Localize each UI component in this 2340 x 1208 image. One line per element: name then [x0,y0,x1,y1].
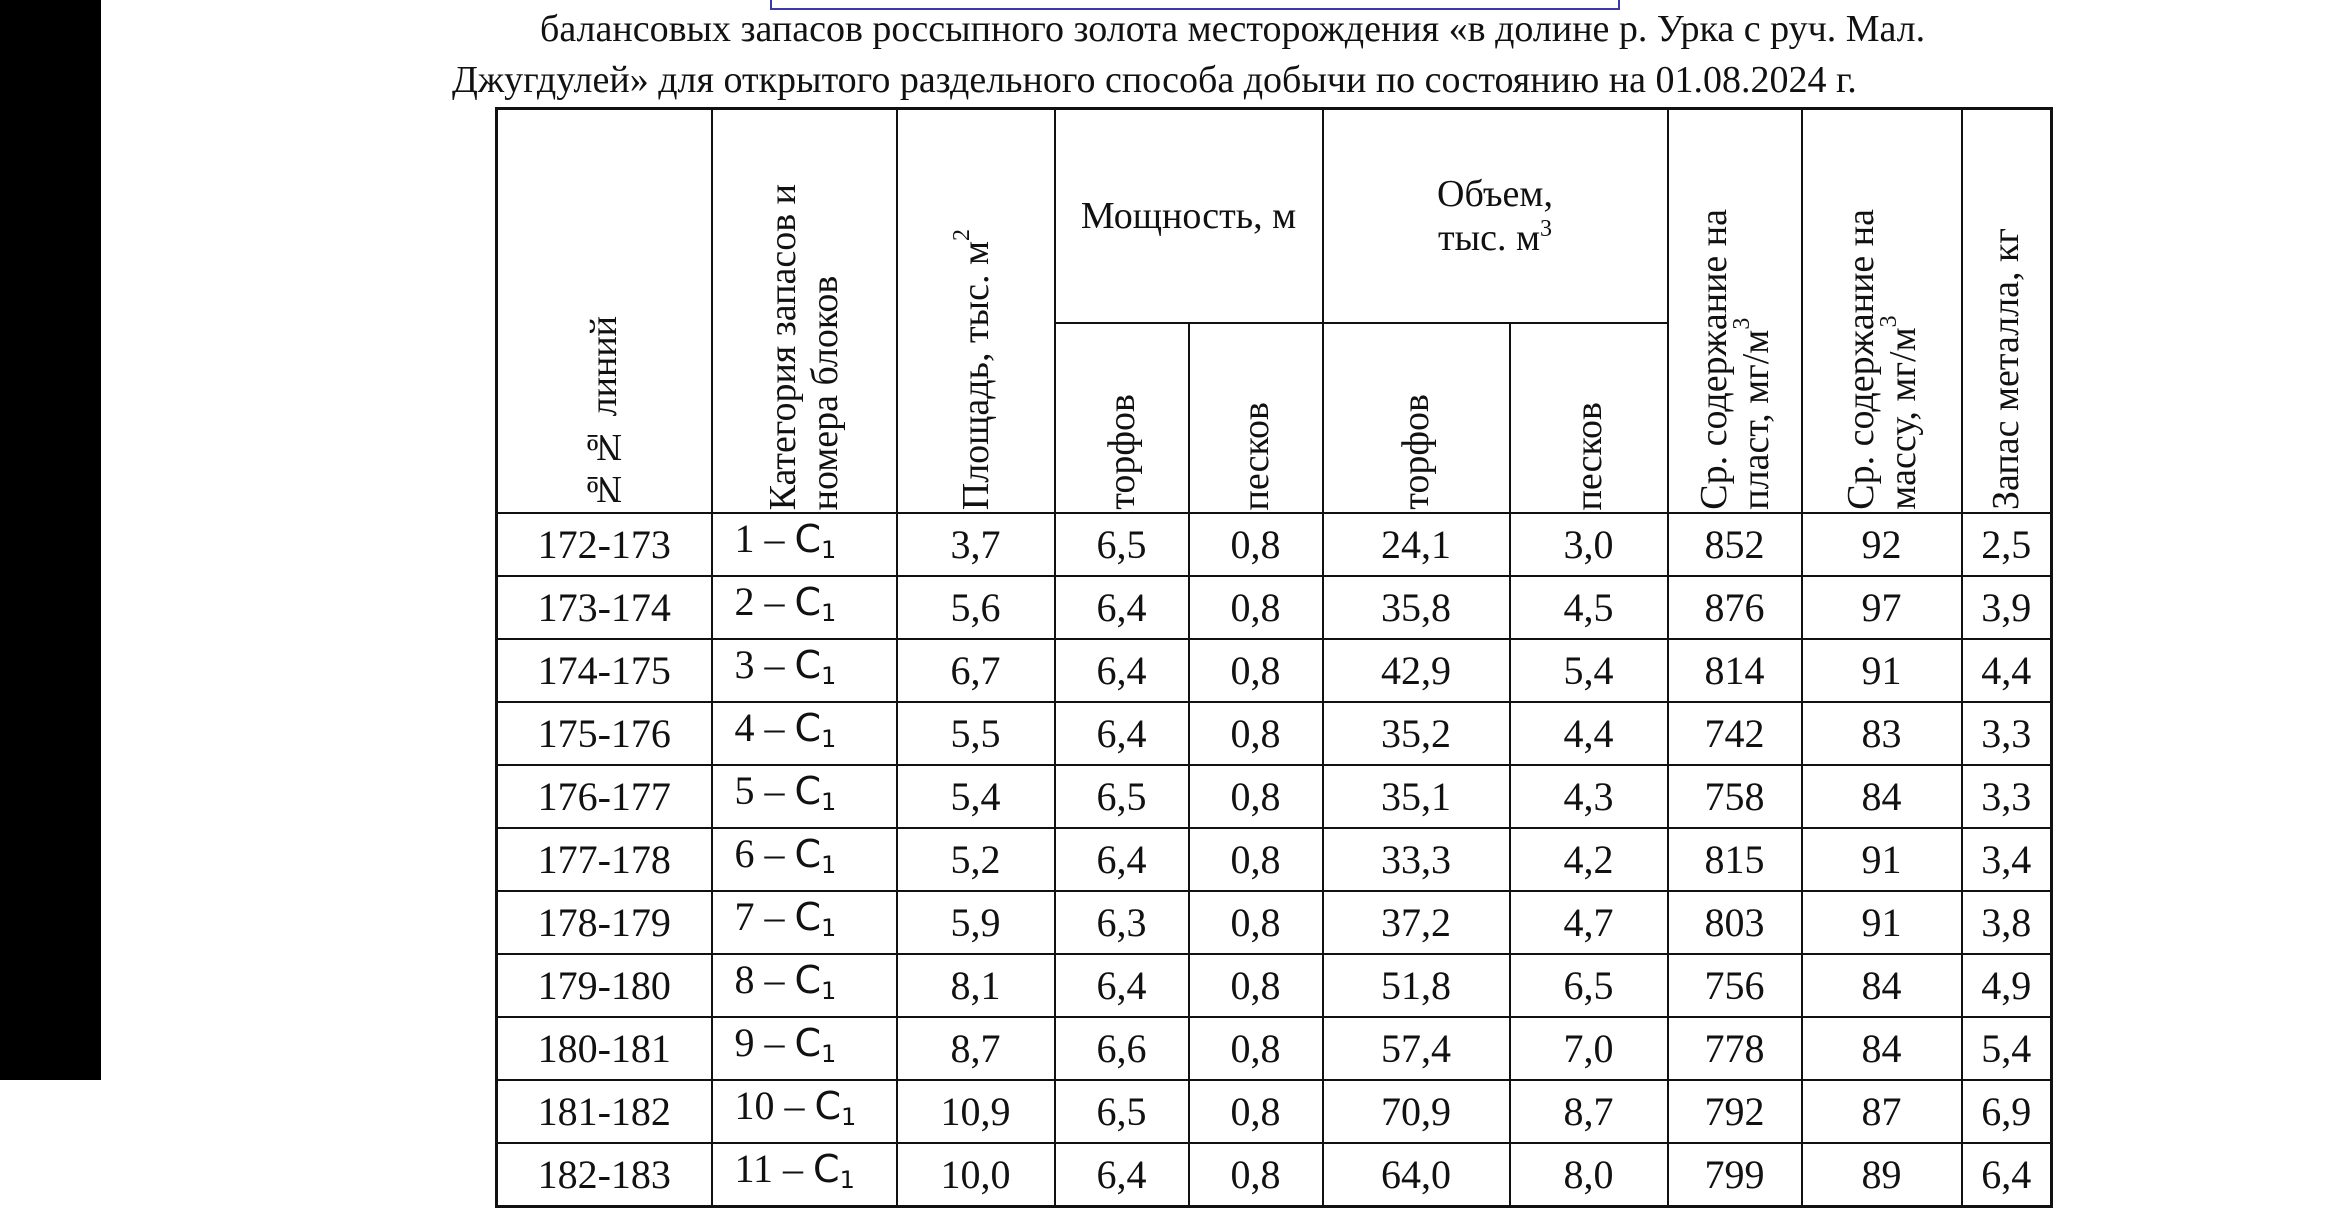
table-row [497,765,2052,828]
cell-area: 5,9 [897,891,1055,954]
cell-thickness-peat: 6,3 [1055,891,1189,954]
category-separator: – [773,1146,814,1191]
category-number: 9 [734,1020,755,1065]
document-title-line-2: Джугдулей» для открытого раздельного способа добычи по состоянию на 01.08.2024 г. [452,59,1857,101]
cell-avg-mass: 91 [1802,891,1962,954]
cell-thickness-sand: 0,8 [1189,702,1323,765]
category-number: 7 [734,894,755,939]
cell-avg-layer: 756 [1668,954,1802,1017]
cell-volume-sand: 4,2 [1510,828,1668,891]
cell-volume-peat: 51,8 [1323,954,1510,1017]
header-lines-label: №№ линий [583,316,626,510]
table-row [497,891,2052,954]
cell-lines: 176-177 [497,765,712,828]
cell-area: 5,6 [897,576,1055,639]
category-separator: – [754,705,795,750]
category-symbol: C [794,580,822,624]
cell-metal: 3,3 [1962,702,2052,765]
header-category-line-2: номера блоков [804,275,846,510]
cell-avg-mass: 91 [1802,639,1962,702]
cell-volume-peat: 35,8 [1323,576,1510,639]
cell-volume-peat: 70,9 [1323,1080,1510,1143]
cell-volume-peat: 64,0 [1323,1143,1510,1207]
cell-thickness-sand: 0,8 [1189,828,1323,891]
cell-volume-sand: 6,5 [1510,954,1668,1017]
cell-metal: 3,9 [1962,576,2052,639]
category-symbol: C [794,706,822,750]
header-volume-sand-label: песков [1567,401,1610,510]
cell-volume-peat: 35,2 [1323,702,1510,765]
table-row [497,1143,2052,1207]
header-avg-layer-line-1: Ср. содержание на [1692,209,1735,510]
cell-category [712,891,897,954]
cell-category [712,1017,897,1080]
category-number: 6 [734,831,755,876]
cell-category [712,828,897,891]
cell-category [712,513,897,576]
cell-thickness-sand: 0,8 [1189,1143,1323,1207]
header-avg-mass-line-1: Ср. содержание на [1839,209,1882,510]
cell-volume-sand: 4,3 [1510,765,1668,828]
category-separator: – [754,768,795,813]
cell-avg-mass: 89 [1802,1143,1962,1207]
category-symbol: C [794,895,822,939]
table-row [497,576,2052,639]
category-symbol: C [794,958,822,1002]
cell-avg-mass: 92 [1802,513,1962,576]
cell-thickness-peat: 6,5 [1055,1080,1189,1143]
category-separator: – [754,894,795,939]
header-volume-line-2: тыс. м [1437,217,1541,259]
category-number: 2 [734,579,755,624]
header-area-unit-exponent: 2 [948,228,975,241]
cell-thickness-sand: 0,8 [1189,765,1323,828]
header-volume-peat [1323,323,1510,513]
category-symbol: C [813,1147,840,1191]
cell-avg-layer: 778 [1668,1017,1802,1080]
cell-avg-mass: 97 [1802,576,1962,639]
header-avg-mass-line-2: массу, мг/м [1881,327,1924,510]
cell-thickness-sand: 0,8 [1189,513,1323,576]
header-metal [1962,109,2052,514]
cell-lines: 180-181 [497,1017,712,1080]
category-number: 3 [734,642,755,687]
category-subscript: 1 [821,536,837,564]
category-symbol: C [814,1084,842,1128]
table-row [497,702,2052,765]
reserves-table [495,107,2053,1208]
header-avg-mass [1802,109,1962,514]
cell-area: 5,5 [897,702,1055,765]
cell-volume-sand: 4,5 [1510,576,1668,639]
cell-avg-mass: 84 [1802,954,1962,1017]
cell-area: 6,7 [897,639,1055,702]
header-volume-peat-label: торфов [1395,394,1437,510]
table-body [497,513,2052,1207]
cell-thickness-sand: 0,8 [1189,954,1323,1017]
cell-volume-sand: 8,7 [1510,1080,1668,1143]
category-subscript: 1 [821,1040,837,1068]
cell-thickness-peat: 6,5 [1055,513,1189,576]
header-thickness-sand [1189,323,1323,513]
cell-avg-layer: 876 [1668,576,1802,639]
black-side-bar [0,0,101,1080]
cell-avg-layer: 852 [1668,513,1802,576]
table-row [497,1017,2052,1080]
cell-volume-sand: 8,0 [1510,1143,1668,1207]
header-avg-mass-unit-exponent: 3 [1875,315,1902,328]
category-number: 5 [734,768,755,813]
table-row [497,639,2052,702]
cell-category [712,1143,897,1207]
cell-avg-layer: 803 [1668,891,1802,954]
cell-category [712,765,897,828]
category-symbol: C [794,769,822,813]
category-number: 1 [734,516,755,561]
category-subscript: 1 [841,1103,857,1131]
header-volume-line-1: Объем, [1437,173,1553,215]
category-symbol: C [794,1021,822,1065]
category-subscript: 1 [821,788,837,816]
cell-category [712,954,897,1017]
cell-avg-mass: 83 [1802,702,1962,765]
cell-lines: 172-173 [497,513,712,576]
table-row [497,828,2052,891]
cell-avg-layer: 814 [1668,639,1802,702]
category-symbol: C [794,832,822,876]
cell-metal: 3,3 [1962,765,2052,828]
cell-volume-peat: 57,4 [1323,1017,1510,1080]
cell-metal: 6,4 [1962,1143,2052,1207]
cell-volume-peat: 37,2 [1323,891,1510,954]
cell-thickness-peat: 6,4 [1055,576,1189,639]
header-area-label: Площадь, тыс. м [954,240,997,510]
category-separator: – [754,957,795,1002]
category-separator: – [754,579,795,624]
cell-thickness-peat: 6,6 [1055,1017,1189,1080]
cell-area: 10,9 [897,1080,1055,1143]
cell-area: 5,2 [897,828,1055,891]
cell-volume-sand: 3,0 [1510,513,1668,576]
cell-thickness-peat: 6,5 [1055,765,1189,828]
cell-lines: 181-182 [497,1080,712,1143]
cell-area: 8,7 [897,1017,1055,1080]
cell-lines: 174-175 [497,639,712,702]
cell-metal: 6,9 [1962,1080,2052,1143]
header-volume-unit-exponent: 3 [1540,216,1553,242]
cell-thickness-peat: 6,4 [1055,828,1189,891]
cell-volume-sand: 4,7 [1510,891,1668,954]
cell-category [712,702,897,765]
cell-lines: 182-183 [497,1143,712,1207]
category-subscript: 1 [821,851,837,879]
header-avg-layer-unit-exponent: 3 [1728,317,1755,330]
cell-lines: 175-176 [497,702,712,765]
header-thickness: Мощность, м [1055,109,1323,324]
cell-lines: 173-174 [497,576,712,639]
cell-avg-mass: 84 [1802,1017,1962,1080]
table-header [497,109,2052,514]
cell-category [712,639,897,702]
category-subscript: 1 [821,725,837,753]
category-subscript: 1 [821,914,837,942]
cell-volume-peat: 24,1 [1323,513,1510,576]
cell-volume-sand: 7,0 [1510,1017,1668,1080]
header-volume [1323,109,1668,324]
header-avg-layer [1668,109,1802,514]
cell-avg-layer: 815 [1668,828,1802,891]
cell-avg-mass: 87 [1802,1080,1962,1143]
cell-thickness-sand: 0,8 [1189,639,1323,702]
category-separator: – [754,642,795,687]
cell-metal: 3,4 [1962,828,2052,891]
cell-metal: 4,4 [1962,639,2052,702]
cell-category [712,1080,897,1143]
cell-volume-peat: 33,3 [1323,828,1510,891]
table-row [497,513,2052,576]
category-subscript: 1 [839,1166,855,1194]
category-subscript: 1 [821,599,837,627]
cell-avg-layer: 792 [1668,1080,1802,1143]
header-lines [497,109,712,514]
cell-avg-mass: 91 [1802,828,1962,891]
cell-lines: 179-180 [497,954,712,1017]
cell-area: 3,7 [897,513,1055,576]
cell-area: 8,1 [897,954,1055,1017]
category-number: 10 [734,1083,775,1128]
cell-thickness-peat: 6,4 [1055,1143,1189,1207]
table-row [497,1080,2052,1143]
header-metal-label: Запас металла, кг [1985,228,2028,510]
cell-metal: 2,5 [1962,513,2052,576]
cell-thickness-sand: 0,8 [1189,891,1323,954]
cell-avg-layer: 799 [1668,1143,1802,1207]
cell-lines: 178-179 [497,891,712,954]
header-avg-layer-line-2: пласт, мг/м [1734,329,1777,510]
cell-lines: 177-178 [497,828,712,891]
cell-avg-mass: 84 [1802,765,1962,828]
cell-avg-layer: 758 [1668,765,1802,828]
category-symbol: C [794,643,822,687]
header-area [897,109,1055,514]
category-number: 4 [734,705,755,750]
cell-thickness-sand: 0,8 [1189,1080,1323,1143]
category-number: 8 [734,957,755,1002]
category-subscript: 1 [821,977,837,1005]
cell-volume-peat: 42,9 [1323,639,1510,702]
cell-category [712,576,897,639]
category-separator: – [754,1020,795,1065]
cell-metal: 5,4 [1962,1017,2052,1080]
cell-thickness-peat: 6,4 [1055,702,1189,765]
cell-volume-peat: 35,1 [1323,765,1510,828]
header-thickness-peat [1055,323,1189,513]
category-separator: – [754,831,795,876]
header-category-line-1: Категория запасов и [762,183,804,510]
header-thickness-peat-label: торфов [1100,394,1143,510]
cell-volume-sand: 4,4 [1510,702,1668,765]
cell-metal: 4,9 [1962,954,2052,1017]
document-title-line-1: балансовых запасов россыпного золота месторождения «в долине р. Урка с руч. Мал. [540,8,1926,50]
cell-area: 10,0 [897,1143,1055,1207]
cell-avg-layer: 742 [1668,702,1802,765]
table-row [497,954,2052,1017]
cell-thickness-peat: 6,4 [1055,954,1189,1017]
category-number: 11 [734,1146,774,1191]
cell-thickness-peat: 6,4 [1055,639,1189,702]
cell-thickness-sand: 0,8 [1189,576,1323,639]
category-separator: – [774,1083,815,1128]
category-symbol: C [794,517,822,561]
header-volume-sand [1510,323,1668,513]
cell-volume-sand: 5,4 [1510,639,1668,702]
category-subscript: 1 [821,662,837,690]
header-thickness-sand-label: песков [1234,401,1277,510]
header-category [712,109,897,514]
cell-area: 5,4 [897,765,1055,828]
cell-thickness-sand: 0,8 [1189,1017,1323,1080]
cell-metal: 3,8 [1962,891,2052,954]
category-separator: – [754,516,795,561]
